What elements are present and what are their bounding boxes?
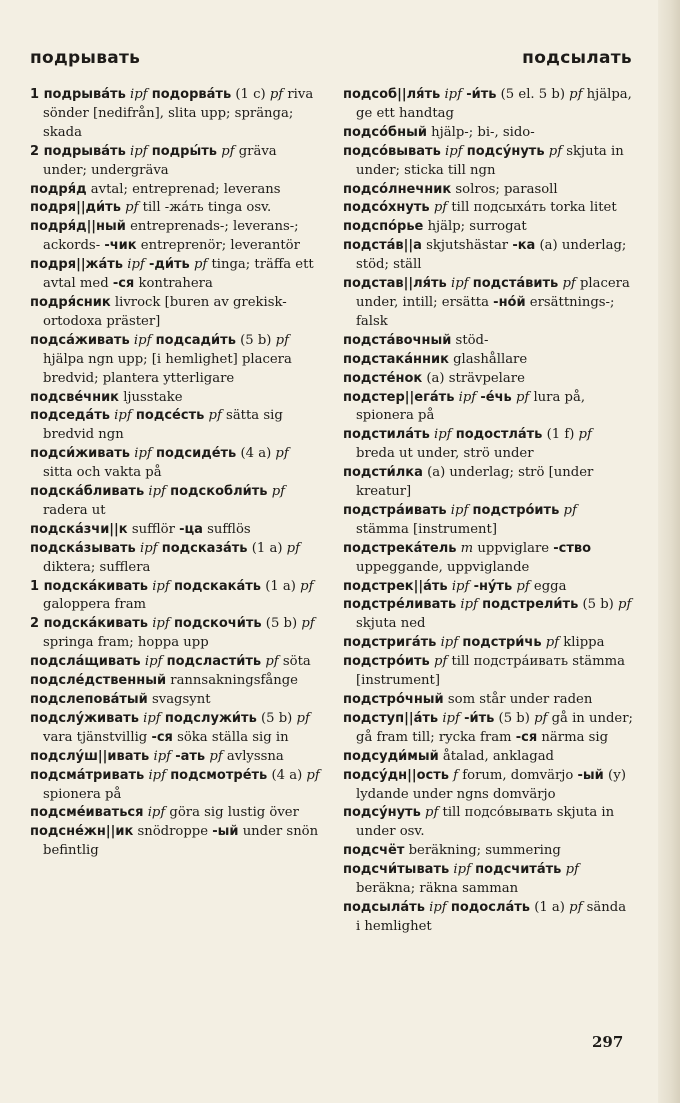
- headword: подстрига́ть: [343, 635, 437, 651]
- definition-text: skjutshästar: [421, 238, 513, 254]
- definition-text: till -жа́ть tinga osv.: [138, 200, 272, 216]
- grammar-label: pf: [562, 276, 576, 292]
- dictionary-entry: [343, 653, 633, 691]
- grammar-label: ipf: [451, 578, 470, 594]
- dictionary-entry: [343, 842, 633, 861]
- definition-text: sufflör: [127, 521, 180, 537]
- definition-text: riva sönder [nedifrån], slita upp; spränga; skada: [43, 87, 314, 140]
- right-guide-word: подсылать: [522, 48, 632, 68]
- definition-text: stöd-: [451, 332, 489, 348]
- definition-text: söka ställa sig in: [172, 729, 289, 745]
- definition-text: lura på, spionera på: [356, 389, 586, 424]
- dictionary-entry: [30, 445, 320, 483]
- dictionary-entry: [30, 823, 320, 861]
- dictionary-entry: [30, 521, 320, 540]
- headword: подска́зывать: [30, 540, 136, 556]
- headword: подслу́ш||ивать: [30, 748, 150, 764]
- definition-text: söta: [278, 654, 311, 670]
- headword: подста́вить: [472, 276, 559, 292]
- grammar-label: pf: [221, 143, 235, 159]
- definition-text: forum, domvärjo: [458, 767, 578, 783]
- headword: подсиде́ть: [155, 446, 237, 462]
- definition-text: beräkna; räkna samman: [356, 881, 519, 897]
- running-head: [30, 48, 632, 72]
- dictionary-entry: [343, 578, 633, 597]
- headword: -ка: [512, 238, 536, 254]
- headword: подстро́чный: [343, 692, 444, 707]
- headword: подседа́ть: [30, 408, 110, 424]
- dictionary-entry: [30, 407, 320, 445]
- headword: подста́в||а: [343, 238, 422, 254]
- grammar-label: ipf: [143, 710, 161, 726]
- grammar-label: ipf: [458, 389, 477, 405]
- definition-text: solros; parasoll: [451, 181, 558, 197]
- dictionary-entry: [343, 124, 633, 143]
- definition-text: spionera på: [43, 786, 122, 802]
- grammar-label: pf: [300, 578, 314, 594]
- grammar-label: pf: [578, 427, 592, 443]
- headword: подслепова́тый: [30, 692, 148, 707]
- definition-text: (1 a): [261, 578, 301, 594]
- definition-text: (4 a): [267, 767, 307, 783]
- headword: подсе́сть: [135, 408, 205, 424]
- headword: подсмотре́ть: [170, 767, 268, 783]
- grammar-label: ipf: [130, 143, 148, 159]
- definition-text: (5 el. 5 b): [496, 87, 570, 102]
- dictionary-entry: [30, 578, 320, 616]
- left-column: [30, 86, 320, 861]
- definition-text: hjälp; surrogat: [423, 219, 527, 235]
- dictionary-entry: [343, 218, 633, 237]
- definition-text: egga: [529, 578, 567, 594]
- grammar-label: ipf: [130, 87, 148, 102]
- definition-text: sätta sig bredvid ngn: [43, 408, 283, 443]
- definition-text: (1 a): [247, 540, 287, 556]
- headword: подстрек||а́ть: [343, 578, 448, 594]
- headword: подря́д||ный: [30, 219, 126, 235]
- grammar-label: pf: [565, 862, 579, 878]
- headword: подсу́нуть: [343, 805, 421, 821]
- grammar-label: pf: [515, 389, 530, 405]
- headword: -ый: [577, 767, 604, 783]
- dictionary-entry: [30, 294, 320, 332]
- headword: 1 подрыва́ть: [30, 87, 126, 102]
- headword: подска́бливать: [30, 484, 145, 500]
- dictionary-entry: [343, 332, 633, 351]
- grammar-label: m: [460, 540, 474, 556]
- dictionary-entry: [343, 710, 633, 748]
- grammar-label: ipf: [148, 767, 166, 783]
- grammar-label: pf: [433, 654, 448, 670]
- dictionary-entry: [30, 540, 320, 578]
- grammar-label: ipf: [153, 748, 172, 764]
- headword: подсо́хнуть: [343, 200, 430, 216]
- definition-text: (1 f): [542, 427, 579, 443]
- headword: подсчёт: [343, 843, 405, 859]
- dictionary-entry: [30, 748, 320, 767]
- headword: подстав||ля́ть: [343, 276, 447, 292]
- dictionary-entry: [343, 389, 633, 427]
- headword: -ся: [515, 729, 538, 745]
- right-column: [343, 86, 633, 937]
- headword: подсте́нок: [343, 370, 423, 386]
- definition-text: springa fram; hoppa upp: [43, 635, 209, 651]
- definition-text: (a) underlag; strö [under kreatur]: [356, 465, 594, 500]
- definition-text: sända i hemlighet: [356, 899, 627, 934]
- definition-text: livrock [buren av grekisk-ortodoxa präster]: [43, 294, 287, 329]
- definition-text: till подстра́ивать stämma [instrument]: [356, 654, 626, 689]
- definition-text: avtal; entreprenad; leverans: [86, 181, 281, 197]
- headword: подсма́тривать: [30, 767, 145, 783]
- headword: -и́ть: [464, 710, 495, 726]
- definition-text: breda ut under, strö under: [356, 446, 534, 462]
- headword: подсве́чник: [30, 389, 120, 405]
- headword: подстака́нник: [343, 351, 449, 367]
- headword: подстрели́ть: [482, 597, 579, 613]
- dictionary-entry: [30, 256, 320, 294]
- dictionary-entry: [343, 181, 633, 200]
- dictionary-entry: [343, 767, 633, 805]
- grammar-label: pf: [209, 748, 223, 764]
- definition-text: (5 b): [235, 332, 276, 348]
- headword: подсласти́ть: [166, 654, 262, 670]
- headword: подстила́ть: [343, 427, 430, 443]
- grammar-label: pf: [569, 899, 583, 915]
- definition-text: tinga; träffa ett avtal med: [43, 257, 314, 292]
- headword: -но́й: [493, 294, 526, 310]
- headword: подсла́щивать: [30, 654, 141, 670]
- definition-text: (1 a): [530, 899, 570, 915]
- headword: -ся: [112, 276, 135, 292]
- headword: подстро́ить: [343, 654, 430, 670]
- headword: подсле́дственный: [30, 673, 167, 689]
- headword: -е́чь: [480, 389, 512, 405]
- dictionary-entry: [30, 710, 320, 748]
- grammar-label: ipf: [440, 635, 459, 651]
- headword: подосла́ть: [450, 899, 530, 915]
- headword: подсме́иваться: [30, 805, 144, 821]
- definition-text: (5 b): [261, 616, 302, 632]
- definition-text: skjuta in under; sticka till ngn: [356, 143, 624, 178]
- dictionary-entry: [343, 464, 633, 502]
- definition-text: rannsakningsfånge: [166, 673, 298, 689]
- definition-text: (1 c): [231, 87, 270, 102]
- headword: подступ||а́ть: [343, 710, 439, 726]
- headword: подси́живать: [30, 446, 131, 462]
- headword: -ди́ть: [148, 257, 190, 273]
- grammar-label: ipf: [134, 446, 152, 462]
- definition-text: hjälpa ngn upp; [i hemlighet] placera bredvid; plantera ytterligare: [43, 351, 292, 386]
- headword: подостла́ть: [455, 427, 543, 443]
- headword: подсне́жн||ик: [30, 824, 134, 840]
- headword: подря||жа́ть: [30, 257, 124, 273]
- headword: подсо́вывать: [343, 143, 441, 159]
- dictionary-entry: [30, 672, 320, 691]
- dictionary-entry: [343, 275, 633, 332]
- definition-text: till подсыха́ть torka litet: [447, 200, 617, 216]
- grammar-label: ipf: [139, 540, 158, 556]
- headword: подспо́рье: [343, 219, 424, 235]
- definition-text: avlyssna: [222, 748, 284, 764]
- headword: подсади́ть: [155, 332, 236, 348]
- definition-text: vara tjänstvillig: [43, 729, 152, 745]
- dictionary-entry: [343, 502, 633, 540]
- headword: подскочи́ть: [173, 616, 262, 632]
- definition-text: (5 b): [494, 710, 535, 726]
- dictionary-entry: [30, 181, 320, 200]
- headword: подсчита́ть: [475, 862, 562, 878]
- headword: подсыла́ть: [343, 899, 425, 915]
- definition-text: (у) lydande under ngns domvärjo: [356, 767, 626, 802]
- dictionary-entry: [343, 426, 633, 464]
- headword: подсо́лнечник: [343, 181, 452, 197]
- grammar-label: pf: [208, 408, 222, 424]
- grammar-label: ipf: [444, 87, 462, 102]
- definition-text: uppeggande, uppviglande: [356, 559, 530, 575]
- headword: подстер||ега́ть: [343, 389, 455, 405]
- definition-text: hjälpa, ge ett handtag: [356, 87, 632, 121]
- definition-text: sufflös: [202, 521, 251, 537]
- grammar-label: ipf: [152, 616, 170, 632]
- grammar-label: ipf: [429, 899, 447, 915]
- grammar-label: pf: [286, 540, 300, 556]
- headword: -и́ть: [466, 87, 497, 102]
- definition-text: ljusstake: [119, 389, 183, 405]
- definition-text: hjälp-; bi-, sido-: [426, 124, 535, 140]
- definition-text: radera ut: [43, 502, 106, 518]
- definition-text: som står under raden: [443, 692, 593, 707]
- dictionary-entry: [30, 767, 320, 805]
- definition-text: till подсо́вывать skjuta in under osv.: [356, 805, 615, 840]
- headword: подсчи́тывать: [343, 862, 450, 878]
- headword: подорва́ть: [151, 87, 232, 102]
- dictionary-entry: [30, 615, 320, 653]
- grammar-label: pf: [265, 654, 279, 670]
- headword: подстри́чь: [462, 635, 542, 651]
- headword: -ца: [179, 521, 203, 537]
- definition-text: klippa: [559, 635, 605, 651]
- grammar-label: ipf: [133, 332, 152, 348]
- headword: -ство: [553, 540, 592, 556]
- headword: подслу́живать: [30, 710, 139, 726]
- definition-text: glashållare: [448, 351, 528, 367]
- headword: -ся: [151, 729, 173, 745]
- headword: подслужи́ть: [164, 710, 257, 726]
- dictionary-entry: [343, 370, 633, 389]
- dictionary-entry: [343, 804, 633, 842]
- grammar-label: pf: [548, 143, 563, 159]
- grammar-label: ipf: [127, 257, 145, 273]
- grammar-label: ipf: [445, 143, 463, 159]
- headword: подря||ди́ть: [30, 200, 121, 216]
- grammar-label: ipf: [434, 427, 452, 443]
- definition-text: beräkning; summering: [404, 843, 561, 859]
- definition-text: (a) underlag; stöd; ställ: [356, 238, 627, 273]
- definition-text: åtalad, anklagad: [438, 748, 554, 764]
- definition-text: sitta och vakta på: [43, 465, 162, 481]
- grammar-label: pf: [425, 805, 439, 821]
- grammar-label: pf: [433, 200, 448, 216]
- dictionary-entry: [343, 861, 633, 899]
- dictionary-entry: [30, 199, 320, 218]
- definition-text: kontrahera: [134, 276, 213, 292]
- headword: подстрека́тель: [343, 540, 457, 556]
- grammar-label: pf: [545, 635, 560, 651]
- definition-text: närma sig: [537, 729, 609, 745]
- grammar-label: ipf: [442, 710, 460, 726]
- headword: -ый: [212, 824, 239, 840]
- grammar-label: pf: [306, 767, 320, 783]
- headword: 1 подска́кивать: [30, 578, 148, 594]
- dictionary-entry: [30, 389, 320, 408]
- headword: подстро́ить: [472, 502, 560, 518]
- dictionary-entry: [30, 86, 320, 143]
- grammar-label: pf: [618, 597, 632, 613]
- headword: -чик: [104, 238, 137, 254]
- grammar-label: pf: [534, 710, 548, 726]
- definition-text: under snön befintlig: [43, 824, 319, 859]
- definition-text: uppviglare: [473, 540, 554, 556]
- headword: подстра́ивать: [343, 502, 447, 518]
- definition-text: gå in under; gå fram till; rycka fram: [356, 710, 633, 745]
- headword: подста́вочный: [343, 332, 452, 348]
- dictionary-entry: [343, 634, 633, 653]
- headword: подря́д: [30, 181, 87, 197]
- definition-text: (5 b): [256, 710, 297, 726]
- grammar-label: ipf: [148, 484, 166, 500]
- grammar-label: pf: [275, 332, 289, 348]
- definition-text: (a) strävpelare: [422, 370, 525, 386]
- definition-text: gräva under; undergräva: [43, 143, 277, 178]
- headword: 2 подрыва́ть: [30, 143, 126, 159]
- grammar-label: pf: [563, 502, 577, 518]
- definition-text: placera under, intill; ersätta: [356, 276, 630, 310]
- headword: подстре́ливать: [343, 597, 457, 613]
- grammar-label: pf: [516, 578, 530, 594]
- dictionary-entry: [30, 804, 320, 823]
- headword: подсуди́мый: [343, 748, 439, 764]
- dictionary-entry: [343, 691, 633, 710]
- page-number: 297: [592, 1033, 624, 1051]
- grammar-label: ipf: [147, 805, 166, 821]
- left-guide-word: подрывать: [30, 48, 141, 68]
- dictionary-entry: [30, 218, 320, 256]
- grammar-label: pf: [296, 710, 310, 726]
- grammar-label: pf: [569, 87, 583, 102]
- dictionary-entry: [30, 143, 320, 181]
- dictionary-entry: [30, 332, 320, 389]
- dictionary-entry: [343, 748, 633, 767]
- definition-text: stämma [instrument]: [356, 521, 497, 537]
- headword: подсо́бный: [343, 124, 427, 140]
- definition-text: ersättnings-; falsk: [356, 294, 615, 329]
- headword: подсу́дн||ость: [343, 767, 449, 783]
- headword: подсказа́ть: [161, 540, 248, 556]
- headword: подры́ть: [151, 143, 217, 159]
- grammar-label: ipf: [144, 654, 163, 670]
- definition-text: diktera; sufflera: [43, 559, 151, 575]
- definition-text: entreprenör; leverantör: [136, 238, 300, 254]
- grammar-label: ipf: [460, 597, 478, 613]
- grammar-label: ipf: [152, 578, 170, 594]
- page-edge: [658, 0, 680, 1103]
- dictionary-entry: [343, 86, 633, 124]
- dictionary-entry: [343, 540, 633, 578]
- grammar-label: f: [453, 767, 459, 783]
- headword: подскобли́ть: [170, 484, 268, 500]
- headword: подска́зчи||к: [30, 521, 128, 537]
- headword: 2 подска́кивать: [30, 616, 148, 632]
- definition-text: entreprenads-; leverans-; ackords-: [43, 219, 299, 254]
- grammar-label: pf: [193, 257, 208, 273]
- definition-text: svagsynt: [147, 692, 211, 707]
- headword: -ать: [175, 748, 206, 764]
- dictionary-entry: [343, 351, 633, 370]
- dictionary-entry: [30, 653, 320, 672]
- grammar-label: pf: [275, 446, 289, 462]
- dictionary-entry: [30, 691, 320, 710]
- definition-text: skjuta ned: [356, 616, 426, 632]
- definition-text: (5 b): [578, 597, 618, 613]
- definition-text: (4 a): [236, 446, 276, 462]
- grammar-label: ipf: [450, 276, 469, 292]
- dictionary-entry: [343, 199, 633, 218]
- definition-text: galoppera fram: [43, 597, 147, 613]
- dictionary-entry: [343, 143, 633, 181]
- grammar-label: pf: [301, 616, 315, 632]
- dictionary-entry: [343, 899, 633, 937]
- headword: подсоб||ля́ть: [343, 87, 441, 102]
- grammar-label: pf: [271, 484, 286, 500]
- dictionary-entry: [343, 596, 633, 634]
- grammar-label: ipf: [114, 408, 132, 424]
- headword: подсти́лка: [343, 465, 423, 481]
- headword: подря́сник: [30, 294, 111, 310]
- dictionary-entry: [30, 483, 320, 521]
- grammar-label: ipf: [450, 502, 469, 518]
- definition-text: göra sig lustig över: [165, 805, 299, 821]
- definition-text: snödroppe: [133, 824, 213, 840]
- dictionary-entry: [343, 237, 633, 275]
- grammar-label: pf: [269, 87, 284, 102]
- headword: -ну́ть: [473, 578, 513, 594]
- headword: подса́живать: [30, 332, 130, 348]
- headword: подскака́ть: [173, 578, 262, 594]
- grammar-label: ipf: [453, 862, 471, 878]
- grammar-label: pf: [125, 200, 139, 216]
- headword: подсу́нуть: [466, 143, 545, 159]
